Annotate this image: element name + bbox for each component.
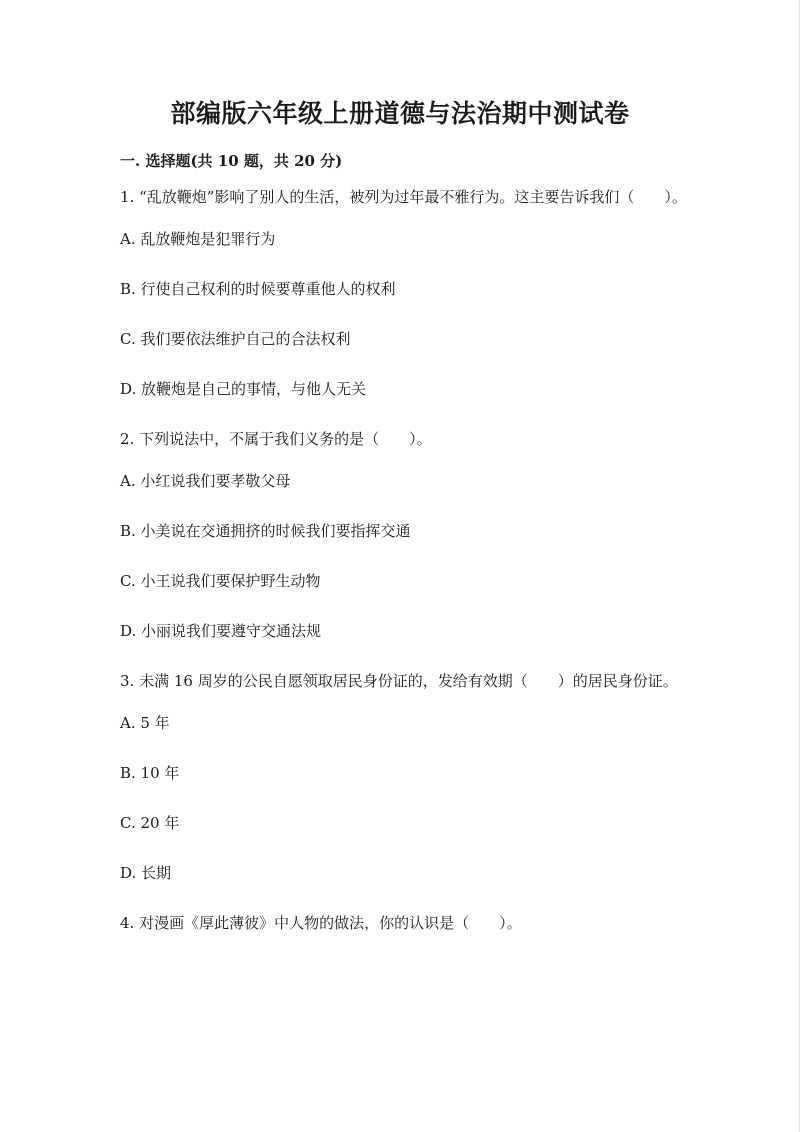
question-stem: 4. 对漫画《厚此薄彼》中人物的做法，你的认识是（ ）。 [120, 914, 522, 932]
section-heading: 一. 选择题(共 10 题，共 20 分) [120, 152, 343, 170]
question-2 [120, 428, 690, 642]
option-b: B. 行使自己权利的时候要尊重他人的权利 [120, 280, 396, 298]
question-3 [120, 670, 690, 884]
question-stem: 1. “乱放鞭炮”影响了别人的生活，被列为过年最不雅行为。这主要告诉我们（ ）。 [120, 188, 687, 206]
option-d: D. 放鞭炮是自己的事情，与他人无关 [120, 380, 367, 398]
option-b: B. 小美说在交通拥挤的时候我们要指挥交通 [120, 522, 411, 540]
option-c: C. 20 年 [120, 814, 180, 832]
page-title: 部编版六年级上册道德与法治期中测试卷 [170, 99, 630, 128]
option-d: D. 长期 [120, 864, 172, 882]
question-stem: 2. 下列说法中，不属于我们义务的是（ ）。 [120, 430, 432, 448]
question-stem: 3. 未满 16 周岁的公民自愿领取居民身份证的，发给有效期（ ）的居民身份证。 [120, 672, 678, 690]
question-4 [120, 912, 690, 934]
option-a: A. 小红说我们要孝敬父母 [120, 472, 291, 490]
option-a: A. 5 年 [120, 714, 170, 732]
option-c: C. 我们要依法维护自己的合法权利 [120, 330, 351, 348]
option-a: A. 乱放鞭炮是犯罪行为 [120, 230, 276, 248]
option-b: B. 10 年 [120, 764, 180, 782]
question-1 [120, 186, 690, 400]
option-d: D. 小丽说我们要遵守交通法规 [120, 622, 322, 640]
question-list [120, 186, 690, 954]
option-c: C. 小王说我们要保护野生动物 [120, 572, 321, 590]
